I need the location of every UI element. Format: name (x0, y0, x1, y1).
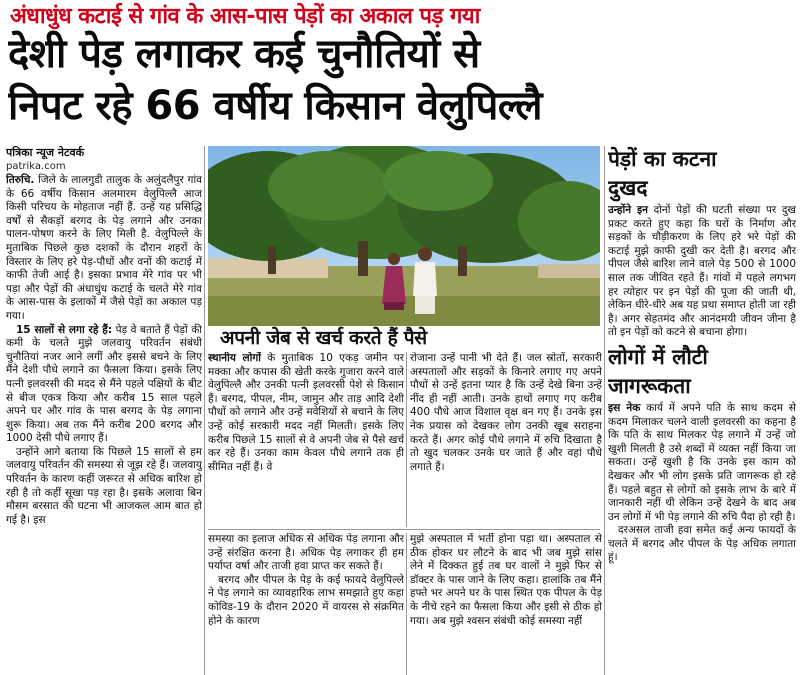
subheading: दुखद (608, 176, 648, 200)
article-column-4 (608, 146, 796, 675)
column-divider (406, 352, 407, 527)
kicker-headline: अंधाधुंध कटाई से गांव के आस-पास पेड़ों का अकाल पड़ गया (10, 4, 480, 29)
article-column-3-bottom (410, 533, 602, 675)
column-divider (604, 146, 605, 675)
paragraph: उन्होंने आगे बताया कि पिछले 15 सालों से हम जलवायु परिवर्तन की समस्या से जूझ रहे हैं। जलवायु परिवर्तन के कारण कहीं जरूरत से अधिक बारिश हो रही है तो कहीं सूखा पड़ रहा है। इसके अलावा बिन मौसम बरसात की घटना भी आजकल आम बात हो गई है। इस (6, 445, 202, 526)
article-column-2-bottom (208, 533, 404, 675)
article-column-2-top (208, 352, 404, 527)
article-column-1 (6, 146, 202, 675)
column-divider (204, 146, 205, 675)
paragraph (6, 174, 202, 324)
byline: पत्रिका न्यूज नेटवर्क (6, 146, 85, 159)
inline-subhead: 15 सालों से लगा रहे हैं: (16, 323, 113, 336)
paragraph-text: कार्य में अपने पति के साथ कदम से कदम मिलाकर चलने वाली इलवरसी का कहना है कि पति के साथ मिलकर पेड़ लगाने में उन्हें जो खुशी मिलती है उसे शब्दों में व्यक्त नहीं किया जा सकता। उन्हें खुशी है कि उनके इस काम को देखकर और भी लोग इसके प्रति जागरूक हो रहे हैं। पहले बहुत से लोगों को इसके लाभ के बारे में जानकारी नहीं थी लेकिन उन्हें देखने के बाद अब उन लोगों में भी पेड़ लगाने की रुचि पैदा हो रही है। (608, 401, 796, 523)
paragraph: रोजाना उन्हें पानी भी देते हैं। जल स्रोतों, सरकारी अस्पतालों और सड़कों के किनारे लगाए गए अपने पौधों से उन्हें इतना प्यार है कि उन्हें देखे बिना उन्हें नींद ही नहीं आती। उनके हाथों लगाए गए करीब 400 पौधे आज विशाल वृक्ष बन गए हैं। उनके इस नेक प्रयास को देखकर लोग उनकी खूब सराहना करते हैं। अगर कोई पौधे लगाने में रुचि दिखाता है तो खुद चलकर उनके घर जाते हैं और वहां पौधे लगाते हैं। (410, 352, 602, 473)
paragraph-text: पेड़ वे बताते हैं पेड़ों की कमी के चलते मुझे जलवायु परिवर्तन संबंधी चुनौतियां नजर आने लगीं और इससे बचने के लिए मैंने देशी पौधे लगाने का फैसला किया। इसके लिए पत्नी इलवरसी की मदद से मैंने पहले पक्षियों के बीट से बीज एकत्र किया और करीब 15 साल पहले अपने घर और गांव के पास बरगद के पेड़ लगाना शुरू किया। अब तक मैंने करीब 200 बरगद और 1000 देसी पौधे लगाए हैं। (6, 323, 202, 445)
column-divider (406, 533, 407, 675)
headline-line-2: निपट रहे 66 वर्षीय किसान वेलुपिल्लै (8, 83, 543, 129)
paragraph-lead: स्थानीय लोगों (208, 352, 261, 364)
photo-illustration (208, 146, 600, 326)
dateline: तिरुचि. (6, 174, 35, 186)
paragraph: मुझे अस्पताल में भर्ती होना पड़ा था। अस्पताल से ठीक होकर घर लौटने के बाद भी जब मुझे सांस लेने में दिक्कत हुई तब घर वालों ने मुझे फिर से डॉक्टर के पास जाने के लिए कहा। हालांकि तब मैंने हफ्ते भर अपने घर के पास स्थित एक पीपल के पेड़ के नीचे रहने का फैसला किया और इसी से ठीक हो गया। अब मुझे श्वसन संबंधी कोई समस्या नहीं (410, 533, 602, 627)
paragraph: समस्या का इलाज अधिक से अधिक पेड़ लगाना और उन्हें संरक्षित करना है। अधिक पेड़ लगाकर ही हम पर्याप्त वर्षा और ताजी हवा प्राप्त कर सकते हैं। (208, 533, 404, 573)
subheading: लोगों में लौटी (608, 344, 708, 369)
main-headline (8, 28, 792, 132)
paragraph (208, 352, 404, 474)
headline-line-1: देशी पेड़ लगाकर कई चुनौतियों से (8, 31, 480, 77)
paragraph-lead: उन्होंने इन (608, 204, 648, 216)
paragraph: दरअसल ताजी हवा समेत कई अन्य फायदों के चलते में बरगद और पीपल के पेड़ अधिक लगाता हूं। (608, 524, 796, 564)
farmer-couple-photo (208, 146, 600, 326)
paragraph: बरगद और पीपल के पेड़ के कई फायदे वेलुपिल्ले ने पेड़ लगाने का व्यावहारिक लाभ समझाते हुए कहा कोविड-19 के दौरान 2020 में वायरस से संक्रमित होने के कारण (208, 573, 404, 627)
article-column-3-top (410, 352, 602, 527)
paragraph-text: के मुताबिक 10 एकड़ जमीन पर मक्का और कपास की खेती करके गुजारा करने वाले वेलुपिल्लै और उनकी पत्नी इलवरसी पेशे से किसान हैं। बरगद, पीपल, नीम, जामुन और ताड़ आदि देशी पौधों को लगाने और उन्हें मवेशियों से बचाने के लिए उन्हें कोई सरकारी मदद नहीं मिलती। इसके लिए करीब पिछले 15 सालों से वे अपनी जेब से पैसे खर्च कर रहे हैं। उनका काम केवल पौधे लगाने तक ही सीमित नहीं हैं। वे (208, 352, 404, 473)
paragraph (608, 204, 796, 340)
section-banner: अपनी जेब से खर्च करते हैं पैसे (208, 326, 600, 350)
paragraph-lead: इस नेक (608, 401, 641, 414)
subheading: जागरूकता (608, 373, 691, 398)
section-divider (208, 529, 600, 530)
paragraph-text: दोनों पेड़ों की घटती संख्या पर दुख प्रकट करते हुए कहा कि घरों के निर्माण और सड़कों के चौड़ीकरण के लिए हरे भरे पेड़ों की कटाई मुझे काफी दुखी कर देती है। बरगद और पीपल जैसे बारिश लाने वाले पेड़ 500 से 1000 साल तक जीवित रहते हैं। गांवों में पहले लगभग हर त्योहार पर इन पेड़ों की पूजा की जाती थी, लेकिन धीरे-धीरे अब यह प्रथा समाप्त होती जा रही है। अगर सेहतमंद और आनंदमयी जीवन जीना है तो इन पेड़ों को कटने से बचाना होगा। (608, 204, 796, 339)
subheading: पेड़ों का कटना (608, 147, 717, 171)
site-url: patrika.com (6, 161, 66, 172)
paragraph-text: जिले के लालगुडी तालुक के अलुंदलैपुर गांव के 66 वर्षीय किसान अलमारम वेलुपिल्लै आज किसी परिचय के मोहताज नहीं हैं. उन्हें यह प्रसिद्धि वर्षों से सैकड़ों बरगद के पेड़ लगाने और उनका पालन-पोषण करने के लिए मिली है. वेलुपिल्ले के मुताबिक पिछले कुछ दशकों के दौरान शहरों के विस्तार के लिए हरे पेड़-पौधों और वनों की कटाई में काफी तेजी आई है। इसका प्रभाव मेरे गांव पर भी पड़ा और पेड़ों की अंधाधुंध कटाई के चलते मेरे गांव के आस-पास के इलाकों में जैसे पेड़ों का अकाल पड़ गया। (6, 174, 202, 322)
paragraph (608, 402, 796, 524)
paragraph (6, 324, 202, 446)
